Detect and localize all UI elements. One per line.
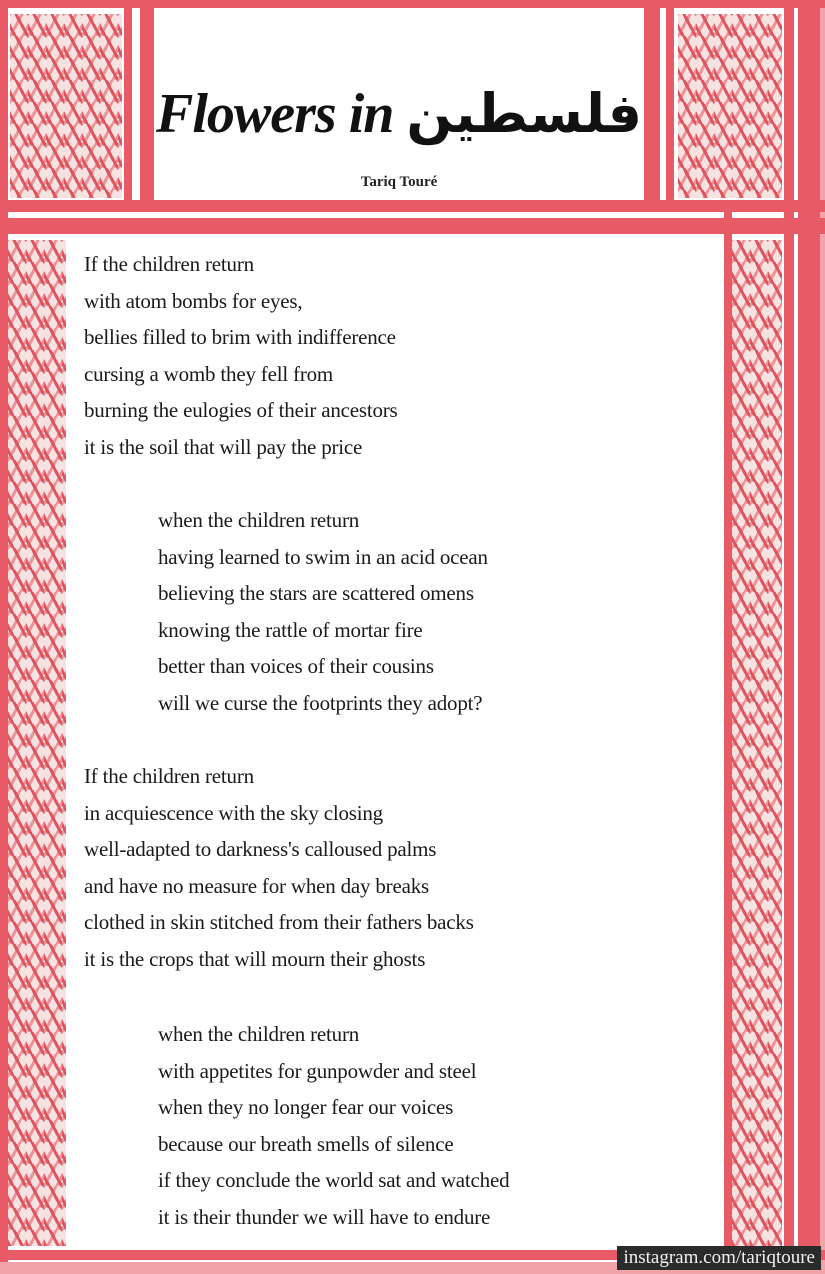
stripe-mid-b	[0, 218, 825, 234]
stanza-1	[84, 246, 398, 466]
stripe-right-b	[798, 0, 820, 1274]
poem-line: If the children return	[84, 252, 254, 276]
poem-line: having learned to swim in an acid ocean	[158, 544, 488, 569]
poem-line: with appetites for gunpowder and steel	[158, 1058, 477, 1083]
stripe-mid-a	[0, 200, 825, 212]
poem-line: If the children return	[84, 764, 254, 788]
poem-line: because our breath smells of silence	[158, 1131, 454, 1156]
instagram-watermark: instagram.com/tariqtoure	[617, 1246, 821, 1270]
title-arabic: فلسطين	[406, 82, 642, 145]
poem-title	[155, 82, 643, 146]
stanza-4	[158, 1016, 509, 1236]
poem-line: when the children return	[158, 1022, 360, 1046]
poem-line: when they no longer fear our voices	[158, 1095, 454, 1120]
poem-line: will we curse the footprints they adopt?	[158, 690, 483, 715]
poem-line: if they conclude the world sat and watched	[158, 1168, 510, 1193]
stanza-3	[84, 758, 474, 978]
poem-line: it is the crops that will mourn their ghosts	[84, 946, 426, 971]
stripe-top-c	[644, 0, 660, 205]
poem-line: well-adapted to darkness's calloused palms	[84, 837, 437, 862]
stanza-2	[158, 502, 488, 722]
stripe-top-edge	[0, 0, 825, 8]
poem-line: with atom bombs for eyes,	[84, 288, 303, 313]
poem-line: when the children return	[158, 508, 360, 532]
poem-line: it is their thunder we will have to endure	[158, 1204, 491, 1229]
poem-line: cursing a womb they fell from	[84, 361, 334, 386]
top-left-pattern	[10, 14, 122, 198]
stripe-right-edge	[820, 0, 825, 1274]
poem-line: bellies filled to brim with indifference	[84, 325, 396, 350]
stripe-left-outer	[0, 0, 8, 1274]
poem-line: and have no measure for when day breaks	[84, 873, 429, 898]
poem-line: clothed in skin stitched from their fathers backs	[84, 910, 474, 935]
poem-line: burning the eulogies of their ancestors	[84, 398, 398, 423]
poem-line: in acquiescence with the sky closing	[84, 800, 383, 825]
poem-body	[68, 238, 724, 1246]
title-latin: Flowers in	[156, 83, 407, 145]
stripe-top-a	[124, 0, 132, 205]
top-right-pattern	[678, 14, 782, 198]
stripe-top-d	[666, 0, 674, 205]
stripe-right-a	[784, 0, 794, 1274]
stripe-top-b	[140, 0, 154, 205]
poem-line: better than voices of their cousins	[158, 654, 434, 679]
right-side-pattern	[732, 240, 782, 1246]
author-name: Tariq Touré	[360, 174, 438, 190]
stripe-poem-right	[724, 205, 732, 1250]
left-side-pattern	[8, 240, 66, 1246]
poem-line: believing the stars are scattered omens	[158, 581, 474, 606]
title-panel	[155, 10, 643, 200]
poem-line: knowing the rattle of mortar fire	[158, 617, 423, 642]
poem-line: it is the soil that will pay the price	[84, 434, 363, 459]
